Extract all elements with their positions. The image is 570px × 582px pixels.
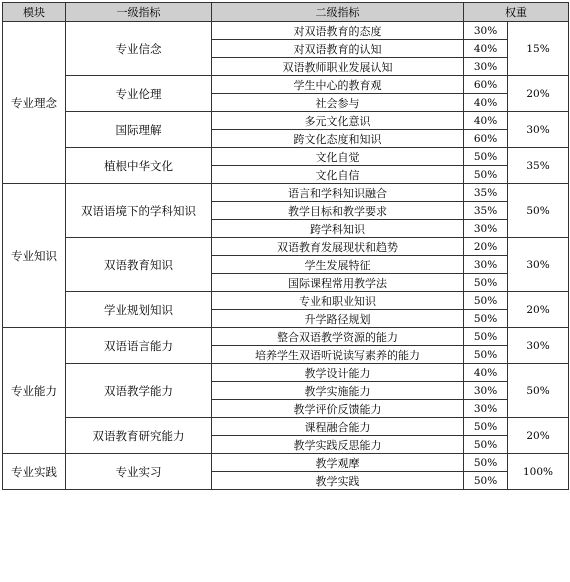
level2-indicator-cell: 多元文化意识	[212, 112, 464, 130]
level2-indicator-cell: 学生发展特征	[212, 256, 464, 274]
level2-indicator-cell: 跨文化态度和知识	[212, 130, 464, 148]
level2-percentage-cell: 60%	[464, 130, 508, 148]
level2-percentage-cell: 40%	[464, 112, 508, 130]
level2-indicator-cell: 专业和职业知识	[212, 292, 464, 310]
level2-indicator-cell: 教学观摩	[212, 454, 464, 472]
level1-indicator-cell: 学业规划知识	[66, 292, 212, 328]
level2-indicator-cell: 升学路径规划	[212, 310, 464, 328]
level2-percentage-cell: 50%	[464, 310, 508, 328]
indicator-table-wrapper	[2, 2, 569, 490]
indicator-weight-table	[2, 2, 569, 490]
header-level2: 二级指标	[212, 3, 464, 22]
level2-indicator-cell: 整合双语教学资源的能力	[212, 328, 464, 346]
level2-indicator-cell: 文化自觉	[212, 148, 464, 166]
level2-percentage-cell: 50%	[464, 274, 508, 292]
level1-indicator-cell: 专业伦理	[66, 76, 212, 112]
table-row	[3, 148, 569, 166]
level2-percentage-cell: 50%	[464, 328, 508, 346]
level1-weight-cell: 15%	[508, 22, 569, 76]
level2-percentage-cell: 30%	[464, 22, 508, 40]
level1-indicator-cell: 专业信念	[66, 22, 212, 76]
level2-percentage-cell: 50%	[464, 166, 508, 184]
table-row	[3, 76, 569, 94]
level2-percentage-cell: 30%	[464, 220, 508, 238]
level1-indicator-cell: 植根中华文化	[66, 148, 212, 184]
level2-indicator-cell: 对双语教育的认知	[212, 40, 464, 58]
module-cell: 专业知识	[3, 184, 66, 328]
level2-indicator-cell: 对双语教育的态度	[212, 22, 464, 40]
table-row	[3, 22, 569, 40]
level1-weight-cell: 35%	[508, 148, 569, 184]
level2-percentage-cell: 40%	[464, 364, 508, 382]
header-row	[3, 3, 569, 22]
level1-weight-cell: 100%	[508, 454, 569, 490]
level1-weight-cell: 50%	[508, 184, 569, 238]
level2-indicator-cell: 学生中心的教育观	[212, 76, 464, 94]
level2-percentage-cell: 50%	[464, 472, 508, 490]
level1-indicator-cell: 专业实习	[66, 454, 212, 490]
level2-percentage-cell: 50%	[464, 292, 508, 310]
level2-percentage-cell: 40%	[464, 40, 508, 58]
level2-percentage-cell: 35%	[464, 184, 508, 202]
level1-weight-cell: 30%	[508, 328, 569, 364]
table-row	[3, 454, 569, 472]
level1-weight-cell: 50%	[508, 364, 569, 418]
level2-percentage-cell: 40%	[464, 94, 508, 112]
level2-indicator-cell: 语言和学科知识融合	[212, 184, 464, 202]
level1-indicator-cell: 双语教学能力	[66, 364, 212, 418]
table-row	[3, 112, 569, 130]
level1-indicator-cell: 双语教育知识	[66, 238, 212, 292]
level2-indicator-cell: 教学实践反思能力	[212, 436, 464, 454]
level2-percentage-cell: 50%	[464, 148, 508, 166]
level2-indicator-cell: 双语教育发展现状和趋势	[212, 238, 464, 256]
level2-indicator-cell: 双语教师职业发展认知	[212, 58, 464, 76]
table-row	[3, 418, 569, 436]
level1-indicator-cell: 双语教育研究能力	[66, 418, 212, 454]
header-weight: 权重	[464, 3, 569, 22]
table-row	[3, 238, 569, 256]
table-row	[3, 184, 569, 202]
level1-weight-cell: 30%	[508, 238, 569, 292]
level2-percentage-cell: 30%	[464, 400, 508, 418]
level2-percentage-cell: 50%	[464, 346, 508, 364]
level1-weight-cell: 20%	[508, 76, 569, 112]
level1-weight-cell: 20%	[508, 418, 569, 454]
module-cell: 专业实践	[3, 454, 66, 490]
level1-indicator-cell: 双语语言能力	[66, 328, 212, 364]
level2-indicator-cell: 教学实践	[212, 472, 464, 490]
table-row	[3, 292, 569, 310]
level2-indicator-cell: 国际课程常用教学法	[212, 274, 464, 292]
level2-indicator-cell: 培养学生双语听说读写素养的能力	[212, 346, 464, 364]
level1-indicator-cell: 国际理解	[66, 112, 212, 148]
level2-percentage-cell: 50%	[464, 436, 508, 454]
level1-indicator-cell: 双语语境下的学科知识	[66, 184, 212, 238]
level2-indicator-cell: 教学目标和教学要求	[212, 202, 464, 220]
level2-indicator-cell: 跨学科知识	[212, 220, 464, 238]
level2-indicator-cell: 文化自信	[212, 166, 464, 184]
level2-indicator-cell: 教学实施能力	[212, 382, 464, 400]
level2-percentage-cell: 30%	[464, 256, 508, 274]
level2-percentage-cell: 35%	[464, 202, 508, 220]
level2-indicator-cell: 社会参与	[212, 94, 464, 112]
table-row	[3, 328, 569, 346]
level2-percentage-cell: 50%	[464, 454, 508, 472]
level2-percentage-cell: 20%	[464, 238, 508, 256]
level2-indicator-cell: 教学设计能力	[212, 364, 464, 382]
level2-indicator-cell: 教学评价反馈能力	[212, 400, 464, 418]
level1-weight-cell: 20%	[508, 292, 569, 328]
header-level1: 一级指标	[66, 3, 212, 22]
level1-weight-cell: 30%	[508, 112, 569, 148]
module-cell: 专业理念	[3, 22, 66, 184]
table-body	[3, 22, 569, 490]
level2-percentage-cell: 50%	[464, 418, 508, 436]
table-row	[3, 364, 569, 382]
level2-percentage-cell: 60%	[464, 76, 508, 94]
header-module: 模块	[3, 3, 66, 22]
level2-indicator-cell: 课程融合能力	[212, 418, 464, 436]
level2-percentage-cell: 30%	[464, 382, 508, 400]
module-cell: 专业能力	[3, 328, 66, 454]
level2-percentage-cell: 30%	[464, 58, 508, 76]
